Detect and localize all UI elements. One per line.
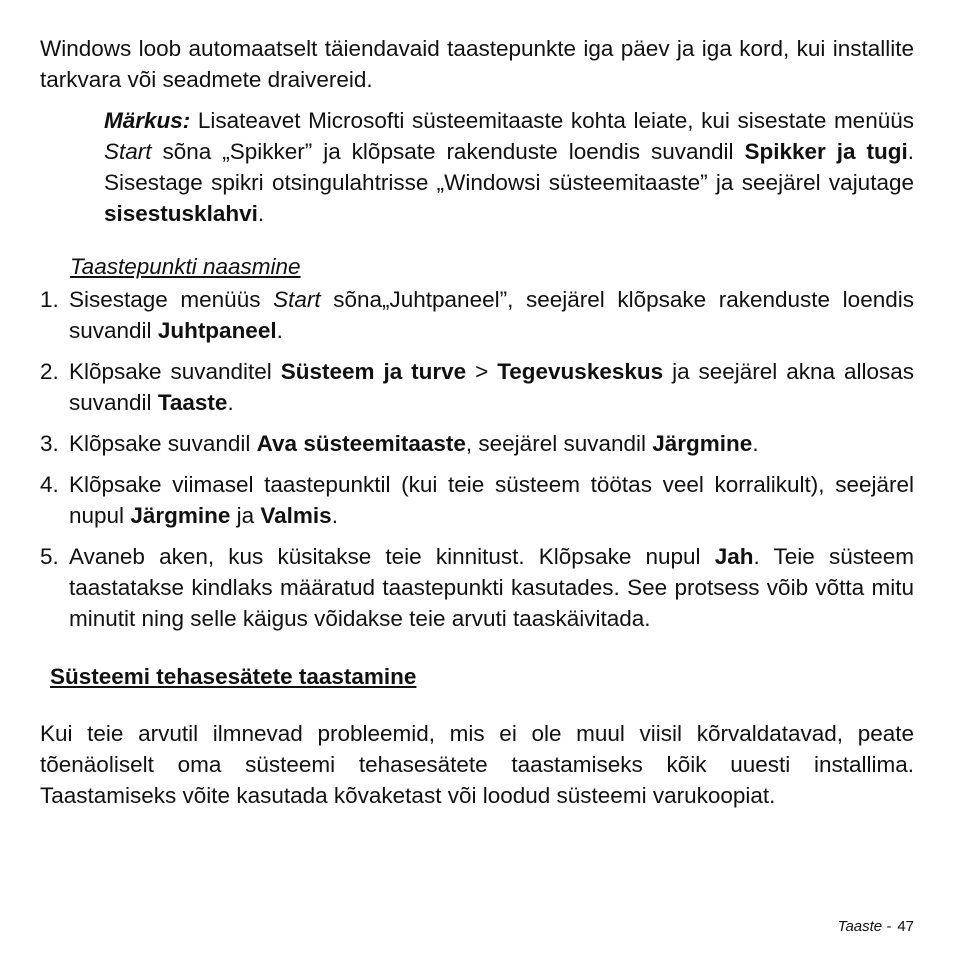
step-bold-term: Süsteem ja turve bbox=[280, 359, 467, 384]
step-bold-term: Järgmine bbox=[652, 431, 753, 456]
step-text: ja seejärel akna allosas suvandil bbox=[69, 359, 914, 415]
note-start-term: Start bbox=[104, 139, 152, 164]
note-bold-term: Spikker ja tugi bbox=[744, 139, 908, 164]
list-item bbox=[40, 428, 914, 459]
step-number: 4. bbox=[40, 472, 59, 497]
page-content bbox=[40, 33, 914, 811]
step-text: Sisestage menüüs bbox=[69, 287, 274, 312]
step-bold-term: Taaste bbox=[157, 390, 228, 415]
page-number: 47 bbox=[897, 918, 914, 935]
note-label: Märkus: bbox=[104, 108, 191, 133]
step-bold-term: Juhtpaneel bbox=[157, 318, 277, 343]
footer-section: Taaste - bbox=[837, 918, 892, 935]
step-number: 1. bbox=[40, 287, 59, 312]
step-text: Klõpsake viimasel taastepunktil (kui teie süsteem töötas veel korralikult), seejärel nupul bbox=[69, 472, 914, 528]
step-text: Klõpsake suvandil bbox=[69, 431, 257, 456]
note-text: sõna „Spikker” ja klõpsate rakenduste loendis suvandil bbox=[151, 139, 745, 164]
step-bold-term: Järgmine bbox=[130, 503, 231, 528]
note-bold-term: sisestusklahvi bbox=[104, 201, 258, 226]
step-text: Avaneb aken, kus küsitakse teie kinnitust. Klõpsake nupul bbox=[69, 544, 715, 569]
steps-list bbox=[40, 284, 914, 634]
step-italic-term: Start bbox=[273, 287, 321, 312]
step-text: , seejärel suvandil bbox=[465, 431, 653, 456]
body-paragraph: Kui teie arvutil ilmnevad probleemid, mis ei ole muul viisil kõrvaldatavad, peate tõenäoliselt oma süsteemi tehasesätete taastamiseks kõik uuesti installima. Taastamiseks võite kasutada kõvaketast või loodud süsteemi varukoopiat. bbox=[40, 721, 914, 808]
section-heading: Süsteemi tehasesätete taastamine bbox=[50, 664, 417, 689]
step-number: 3. bbox=[40, 431, 59, 456]
intro-paragraph: Windows loob automaatselt täiendavaid taastepunkte iga päev ja iga kord, kui installite tarkvara või seadmete draivereid. bbox=[40, 36, 914, 92]
note-text: . Sisestage spikri otsingulahtrisse „Windowsi süsteemitaaste” ja seejärel vajutage bbox=[104, 139, 914, 195]
list-item bbox=[40, 469, 914, 531]
step-text: . bbox=[227, 390, 234, 415]
page-footer bbox=[838, 918, 914, 935]
step-text: sõna„Juhtpaneel”, seejärel klõpsake rakenduste loendis suvandil bbox=[69, 287, 914, 343]
list-item bbox=[40, 541, 914, 634]
step-text: Klõpsake suvanditel bbox=[69, 359, 281, 384]
step-text: . bbox=[276, 318, 283, 343]
step-bold-term: Tegevuskeskus bbox=[497, 359, 664, 384]
step-text: . bbox=[752, 431, 759, 456]
note-text: . bbox=[257, 201, 265, 226]
step-bold-term: Valmis bbox=[260, 503, 332, 528]
list-item bbox=[40, 356, 914, 418]
step-bold-term: Jah bbox=[714, 544, 754, 569]
subheading: Taastepunkti naasmine bbox=[70, 254, 301, 279]
step-text: > bbox=[466, 359, 498, 384]
note-text: Lisateavet Microsofti süsteemitaaste kohta leiate, kui sisestate menüüs bbox=[190, 108, 914, 133]
step-text: . bbox=[331, 503, 338, 528]
list-item bbox=[40, 284, 914, 346]
step-text: ja bbox=[230, 503, 261, 528]
note-paragraph bbox=[104, 105, 914, 229]
step-text: . Teie süsteem taastatakse kindlaks määratud taastepunkti kasutades. See protsess võib võtta mitu minutit ning selle käigus võidakse teie arvuti taaskäivitada. bbox=[69, 544, 914, 631]
step-bold-term: Ava süsteemitaaste bbox=[256, 431, 466, 456]
step-number: 2. bbox=[40, 359, 59, 384]
step-number: 5. bbox=[40, 544, 59, 569]
